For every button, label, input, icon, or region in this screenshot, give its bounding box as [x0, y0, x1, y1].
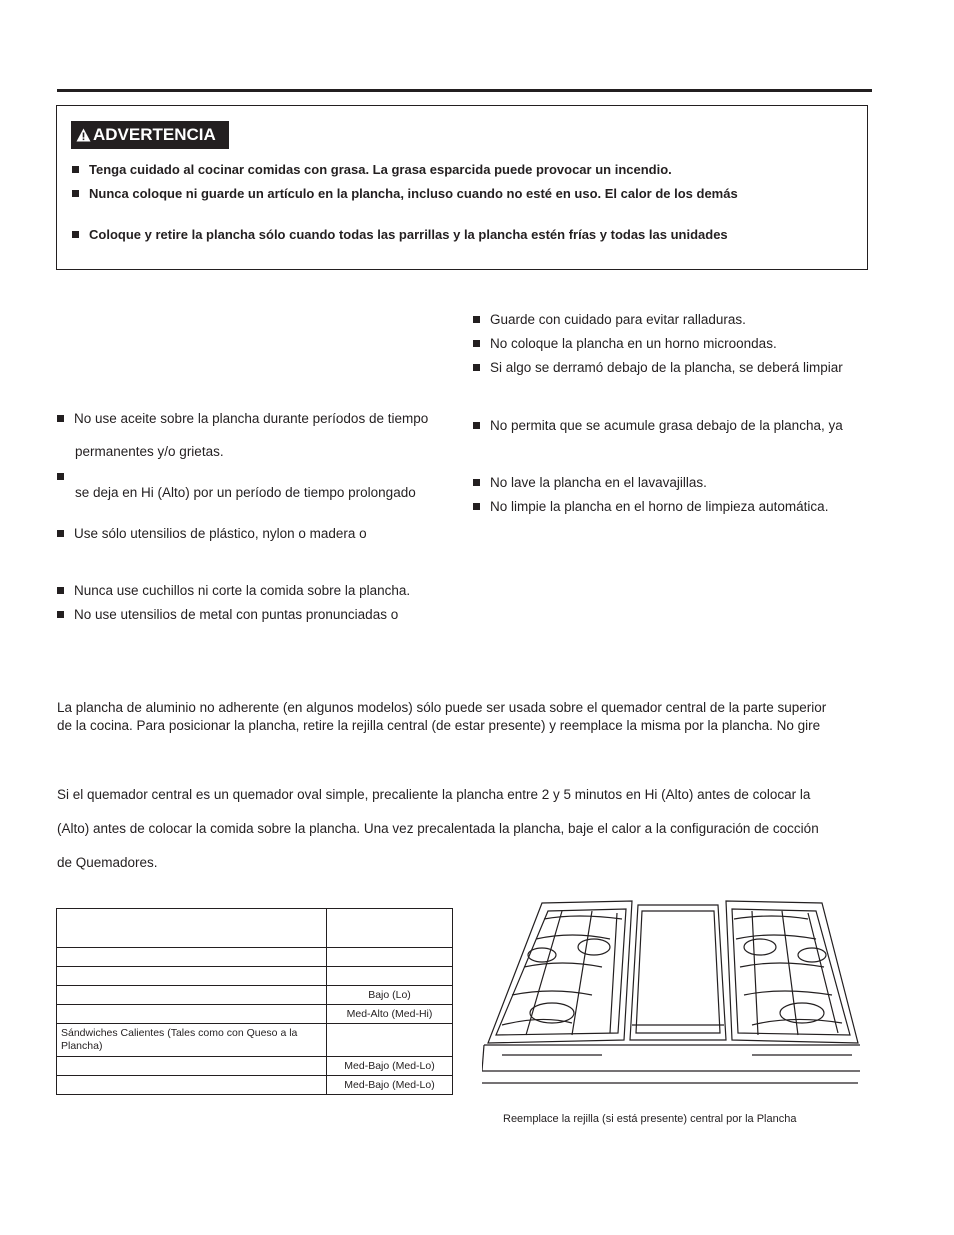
- warning-triangle-icon: [76, 128, 91, 142]
- table-row: Med-Alto (Med-Hi): [57, 1005, 453, 1024]
- cooktop-griddle-illustration: [482, 895, 862, 1100]
- table-row: Bajo (Lo): [57, 986, 453, 1005]
- warning-label: [71, 121, 229, 149]
- list-item-bullet: [57, 469, 74, 484]
- paragraph-line: de Quemadores.: [57, 855, 158, 870]
- list-item-continued: se deja en Hi (Alto) por un período de tiempo prolongado: [75, 485, 416, 500]
- paragraph-line: Si el quemador central es un quemador oval simple, precaliente la plancha entre 2 y 5 minutos en Hi (Alto) antes de colocar la: [57, 787, 811, 802]
- paragraph-line: (Alto) antes de colocar la comida sobre la plancha. Una vez precalentada la plancha, baje el calor a la configuración de cocción: [57, 821, 819, 836]
- list-item: Nunca use cuchillos ni corte la comida sobre la plancha.: [57, 583, 410, 598]
- top-rule: [57, 89, 872, 92]
- paragraph-line: de la cocina. Para posicionar la plancha, retire la rejilla central (de estar presente) y reemplace la misma por la plancha. No gire: [57, 718, 821, 733]
- table-row: Med-Bajo (Med-Lo): [57, 1076, 453, 1095]
- table-header-row: [57, 909, 453, 948]
- warning-item: Coloque y retire la plancha sólo cuando todas las parrillas y la plancha estén frías y todas las unidades: [72, 227, 728, 242]
- warning-item: Tenga cuidado al cocinar comidas con grasa. La grasa esparcida puede provocar un incendio.: [72, 162, 672, 177]
- warning-label-text: ADVERTENCIA: [93, 125, 216, 144]
- paragraph-line: La plancha de aluminio no adherente (en algunos modelos) sólo puede ser usada sobre el quemador central de la parte superior: [57, 700, 827, 715]
- griddle-settings-table: [56, 908, 453, 1095]
- table-row: Med-Bajo (Med-Lo): [57, 1057, 453, 1076]
- table-row: [57, 967, 453, 986]
- list-item: No use aceite sobre la plancha durante períodos de tiempo: [57, 411, 428, 426]
- list-item: No use utensilios de metal con puntas pronunciadas o: [57, 607, 398, 622]
- list-item-continued: permanentes y/o grietas.: [75, 444, 224, 459]
- table-row: [57, 948, 453, 967]
- list-item: Use sólo utensilios de plástico, nylon o madera o: [57, 526, 367, 541]
- illustration-caption: Reemplace la rejilla (si está presente) central por la Plancha: [503, 1113, 797, 1125]
- list-item: No permita que se acumule grasa debajo de la plancha, ya: [473, 418, 843, 433]
- list-item: Guarde con cuidado para evitar ralladuras.: [473, 312, 746, 327]
- warning-item: Nunca coloque ni guarde un artículo en la plancha, incluso cuando no esté en uso. El calor de los demás: [72, 186, 738, 201]
- list-item: No lave la plancha en el lavavajillas.: [473, 475, 707, 490]
- list-item: No limpie la plancha en el horno de limpieza automática.: [473, 499, 828, 514]
- list-item: No coloque la plancha en un horno microondas.: [473, 336, 777, 351]
- table-row: Sándwiches Calientes (Tales como con Queso a la Plancha): [57, 1024, 453, 1057]
- list-item: Si algo se derramó debajo de la plancha, se deberá limpiar: [473, 360, 843, 375]
